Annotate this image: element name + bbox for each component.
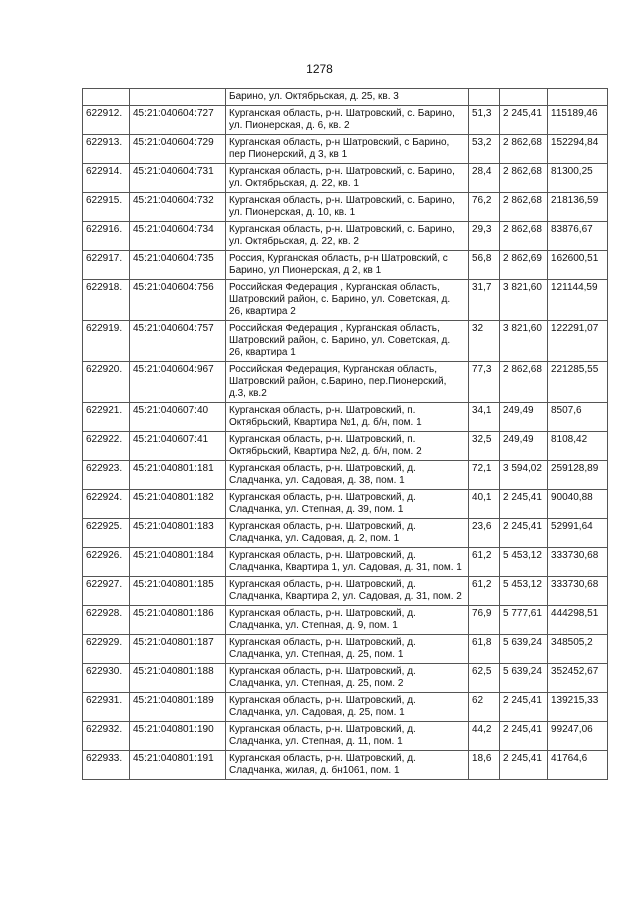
area-cell: 32,5 <box>469 432 500 461</box>
cadastral-value-cell: 218136,59 <box>548 193 608 222</box>
unit-price-cell: 2 245,41 <box>500 106 548 135</box>
address-cell: Курганская область, р-н. Шатровский, д. Сладчанка, ул. Садовая, д. 2, пом. 1 <box>226 519 469 548</box>
address-cell: Курганская область, р-н. Шатровский, д. Сладчанка, ул. Степная, д. 25, пом. 1 <box>226 635 469 664</box>
table-row <box>83 321 608 362</box>
row-number-cell: 622917. <box>83 251 130 280</box>
area-cell: 62 <box>469 693 500 722</box>
cadastral-number-cell: 45:21:040604:757 <box>130 321 226 362</box>
unit-price-cell: 5 777,61 <box>500 606 548 635</box>
address-cell: Российская Федерация, Курганская область, Шатровский район, с.Барино, пер.Пионерский, д.3, кв.2 <box>226 362 469 403</box>
area-cell: 53,2 <box>469 135 500 164</box>
cadastral-number-cell: 45:21:040801:182 <box>130 490 226 519</box>
row-number-cell: 622923. <box>83 461 130 490</box>
address-cell: Курганская область, р-н. Шатровский, д. Сладчанка, ул. Степная, д. 39, пом. 1 <box>226 490 469 519</box>
cadastral-number-cell: 45:21:040607:41 <box>130 432 226 461</box>
cadastral-number-cell: 45:21:040801:183 <box>130 519 226 548</box>
unit-price-cell: 2 245,41 <box>500 722 548 751</box>
cadastral-number-cell: 45:21:040604:735 <box>130 251 226 280</box>
cadastral-number-cell: 45:21:040801:188 <box>130 664 226 693</box>
row-number-cell <box>83 89 130 106</box>
unit-price-cell: 5 639,24 <box>500 635 548 664</box>
table-row <box>83 577 608 606</box>
row-number-cell: 622928. <box>83 606 130 635</box>
unit-price-cell: 2 862,68 <box>500 193 548 222</box>
row-number-cell: 622922. <box>83 432 130 461</box>
row-number-cell: 622919. <box>83 321 130 362</box>
cadastral-value-cell: 333730,68 <box>548 548 608 577</box>
area-cell: 28,4 <box>469 164 500 193</box>
area-cell: 62,5 <box>469 664 500 693</box>
unit-price-cell: 2 245,41 <box>500 490 548 519</box>
unit-price-cell: 2 862,68 <box>500 222 548 251</box>
table-row <box>83 135 608 164</box>
area-cell: 51,3 <box>469 106 500 135</box>
unit-price-cell: 3 821,60 <box>500 321 548 362</box>
cadastral-number-cell: 45:21:040604:732 <box>130 193 226 222</box>
address-cell: Российская Федерация , Курганская область, Шатровский район, с. Барино, ул. Советская, д. 26, квартира 2 <box>226 280 469 321</box>
row-number-cell: 622930. <box>83 664 130 693</box>
page-number: 1278 <box>306 62 333 76</box>
area-cell: 18,6 <box>469 751 500 780</box>
cadastral-value-cell: 81300,25 <box>548 164 608 193</box>
area-cell: 76,2 <box>469 193 500 222</box>
area-cell: 34,1 <box>469 403 500 432</box>
address-cell: Курганская область, р-н. Шатровский, п. Октябрьский, Квартира №2, д. б/н, пом. 2 <box>226 432 469 461</box>
table-row <box>83 280 608 321</box>
row-number-cell: 622913. <box>83 135 130 164</box>
table-row <box>83 106 608 135</box>
address-cell: Российская Федерация , Курганская область, Шатровский район, с. Барино, ул. Советская, д. 26, квартира 1 <box>226 321 469 362</box>
row-number-cell: 622926. <box>83 548 130 577</box>
cadastral-value-cell: 8507,6 <box>548 403 608 432</box>
cadastral-value-cell: 115189,46 <box>548 106 608 135</box>
address-cell: Курганская область, р-н. Шатровский, д. Сладчанка, жилая, д. бн1061, пом. 1 <box>226 751 469 780</box>
address-cell: Курганская область, р-н. Шатровский, п. Октябрьский, Квартира №1, д. б/н, пом. 1 <box>226 403 469 432</box>
cadastral-number-cell: 45:21:040801:189 <box>130 693 226 722</box>
cadastral-number-cell: 45:21:040801:185 <box>130 577 226 606</box>
area-cell: 72,1 <box>469 461 500 490</box>
cadastral-value-cell: 83876,67 <box>548 222 608 251</box>
row-number-cell: 622931. <box>83 693 130 722</box>
cadastral-value-cell: 333730,68 <box>548 577 608 606</box>
cadastral-number-cell: 45:21:040801:181 <box>130 461 226 490</box>
unit-price-cell: 5 453,12 <box>500 548 548 577</box>
table-row <box>83 362 608 403</box>
table-row <box>83 548 608 577</box>
address-cell: Курганская область, р-н. Шатровский, д. Сладчанка, Квартира 1, ул. Садовая, д. 31, пом. 1 <box>226 548 469 577</box>
row-number-cell: 622927. <box>83 577 130 606</box>
cadastral-value-cell: 221285,55 <box>548 362 608 403</box>
cadastral-number-cell: 45:21:040607:40 <box>130 403 226 432</box>
area-cell: 77,3 <box>469 362 500 403</box>
address-cell: Курганская область, р-н. Шатровский, д. Сладчанка, ул. Садовая, д. 25, пом. 1 <box>226 693 469 722</box>
unit-price-cell: 2 245,41 <box>500 693 548 722</box>
table-row <box>83 432 608 461</box>
table-row <box>83 89 608 106</box>
area-cell: 23,6 <box>469 519 500 548</box>
row-number-cell: 622918. <box>83 280 130 321</box>
unit-price-cell: 2 245,41 <box>500 751 548 780</box>
address-cell: Курганская область, р-н. Шатровский, д. Сладчанка, ул. Степная, д. 11, пом. 1 <box>226 722 469 751</box>
address-cell: Россия, Курганская область, р-н Шатровский, с Барино, ул Пионерская, д 2, кв 1 <box>226 251 469 280</box>
cadastral-value-cell: 162600,51 <box>548 251 608 280</box>
unit-price-cell: 249,49 <box>500 403 548 432</box>
table-row <box>83 751 608 780</box>
table-row <box>83 193 608 222</box>
unit-price-cell <box>500 89 548 106</box>
row-number-cell: 622933. <box>83 751 130 780</box>
address-cell: Курганская область, р-н. Шатровский, д. Сладчанка, ул. Степная, д. 9, пом. 1 <box>226 606 469 635</box>
row-number-cell: 622914. <box>83 164 130 193</box>
address-cell: Курганская область, р-н. Шатровский, с. Барино, ул. Пионерская, д. 10, кв. 1 <box>226 193 469 222</box>
cadastral-number-cell <box>130 89 226 106</box>
table-row <box>83 164 608 193</box>
row-number-cell: 622929. <box>83 635 130 664</box>
cadastral-number-cell: 45:21:040801:191 <box>130 751 226 780</box>
table-row <box>83 664 608 693</box>
cadastral-value-cell: 99247,06 <box>548 722 608 751</box>
cadastral-value-cell: 122291,07 <box>548 321 608 362</box>
area-cell: 29,3 <box>469 222 500 251</box>
cadastral-value-cell: 259128,89 <box>548 461 608 490</box>
address-cell: Барино, ул. Октябрьская, д. 25, кв. 3 <box>226 89 469 106</box>
table-row <box>83 519 608 548</box>
cadastral-value-cell: 348505,2 <box>548 635 608 664</box>
cadastral-number-cell: 45:21:040604:756 <box>130 280 226 321</box>
cadastral-number-cell: 45:21:040604:731 <box>130 164 226 193</box>
address-cell: Курганская область, р-н. Шатровский, с. Барино, ул. Октябрьская, д. 22, кв. 1 <box>226 164 469 193</box>
cadastral-value-cell: 52991,64 <box>548 519 608 548</box>
cadastral-number-cell: 45:21:040801:186 <box>130 606 226 635</box>
cadastral-number-cell: 45:21:040604:967 <box>130 362 226 403</box>
table-row <box>83 222 608 251</box>
cadastral-number-cell: 45:21:040604:727 <box>130 106 226 135</box>
cadastral-number-cell: 45:21:040604:734 <box>130 222 226 251</box>
area-cell: 76,9 <box>469 606 500 635</box>
unit-price-cell: 5 453,12 <box>500 577 548 606</box>
row-number-cell: 622912. <box>83 106 130 135</box>
cadastral-value-cell: 352452,67 <box>548 664 608 693</box>
cadastral-number-cell: 45:21:040801:187 <box>130 635 226 664</box>
address-cell: Курганская область, р-н. Шатровский, д. Сладчанка, ул. Садовая, д. 38, пом. 1 <box>226 461 469 490</box>
table-row <box>83 693 608 722</box>
table-row <box>83 461 608 490</box>
cadastral-number-cell: 45:21:040604:729 <box>130 135 226 164</box>
area-cell <box>469 89 500 106</box>
cadastral-value-cell <box>548 89 608 106</box>
table-row <box>83 490 608 519</box>
address-cell: Курганская область, р-н Шатровский, с Барино, пер Пионерский, д 3, кв 1 <box>226 135 469 164</box>
unit-price-cell: 2 862,68 <box>500 362 548 403</box>
row-number-cell: 622916. <box>83 222 130 251</box>
area-cell: 31,7 <box>469 280 500 321</box>
property-table <box>82 88 608 780</box>
cadastral-value-cell: 444298,51 <box>548 606 608 635</box>
table-row <box>83 251 608 280</box>
row-number-cell: 622915. <box>83 193 130 222</box>
table-row <box>83 635 608 664</box>
property-table-body <box>83 89 608 780</box>
table-row <box>83 403 608 432</box>
row-number-cell: 622920. <box>83 362 130 403</box>
cadastral-number-cell: 45:21:040801:190 <box>130 722 226 751</box>
cadastral-value-cell: 90040,88 <box>548 490 608 519</box>
area-cell: 61,2 <box>469 548 500 577</box>
unit-price-cell: 2 245,41 <box>500 519 548 548</box>
area-cell: 56,8 <box>469 251 500 280</box>
cadastral-value-cell: 152294,84 <box>548 135 608 164</box>
row-number-cell: 622921. <box>83 403 130 432</box>
area-cell: 40,1 <box>469 490 500 519</box>
address-cell: Курганская область, р-н. Шатровский, д. Сладчанка, ул. Степная, д. 25, пом. 2 <box>226 664 469 693</box>
unit-price-cell: 5 639,24 <box>500 664 548 693</box>
cadastral-value-cell: 121144,59 <box>548 280 608 321</box>
area-cell: 44,2 <box>469 722 500 751</box>
row-number-cell: 622924. <box>83 490 130 519</box>
unit-price-cell: 3 594,02 <box>500 461 548 490</box>
table-row <box>83 722 608 751</box>
address-cell: Курганская область, р-н. Шатровский, с. Барино, ул. Октябрьская, д. 22, кв. 2 <box>226 222 469 251</box>
row-number-cell: 622932. <box>83 722 130 751</box>
area-cell: 61,2 <box>469 577 500 606</box>
address-cell: Курганская область, р-н. Шатровский, с. Барино, ул. Пионерская, д. 6, кв. 2 <box>226 106 469 135</box>
cadastral-value-cell: 8108,42 <box>548 432 608 461</box>
unit-price-cell: 2 862,68 <box>500 135 548 164</box>
cadastral-value-cell: 41764,6 <box>548 751 608 780</box>
unit-price-cell: 3 821,60 <box>500 280 548 321</box>
table-row <box>83 606 608 635</box>
cadastral-value-cell: 139215,33 <box>548 693 608 722</box>
address-cell: Курганская область, р-н. Шатровский, д. Сладчанка, Квартира 2, ул. Садовая, д. 31, пом. 2 <box>226 577 469 606</box>
cadastral-number-cell: 45:21:040801:184 <box>130 548 226 577</box>
area-cell: 61,8 <box>469 635 500 664</box>
area-cell: 32 <box>469 321 500 362</box>
unit-price-cell: 249,49 <box>500 432 548 461</box>
row-number-cell: 622925. <box>83 519 130 548</box>
unit-price-cell: 2 862,68 <box>500 164 548 193</box>
unit-price-cell: 2 862,69 <box>500 251 548 280</box>
